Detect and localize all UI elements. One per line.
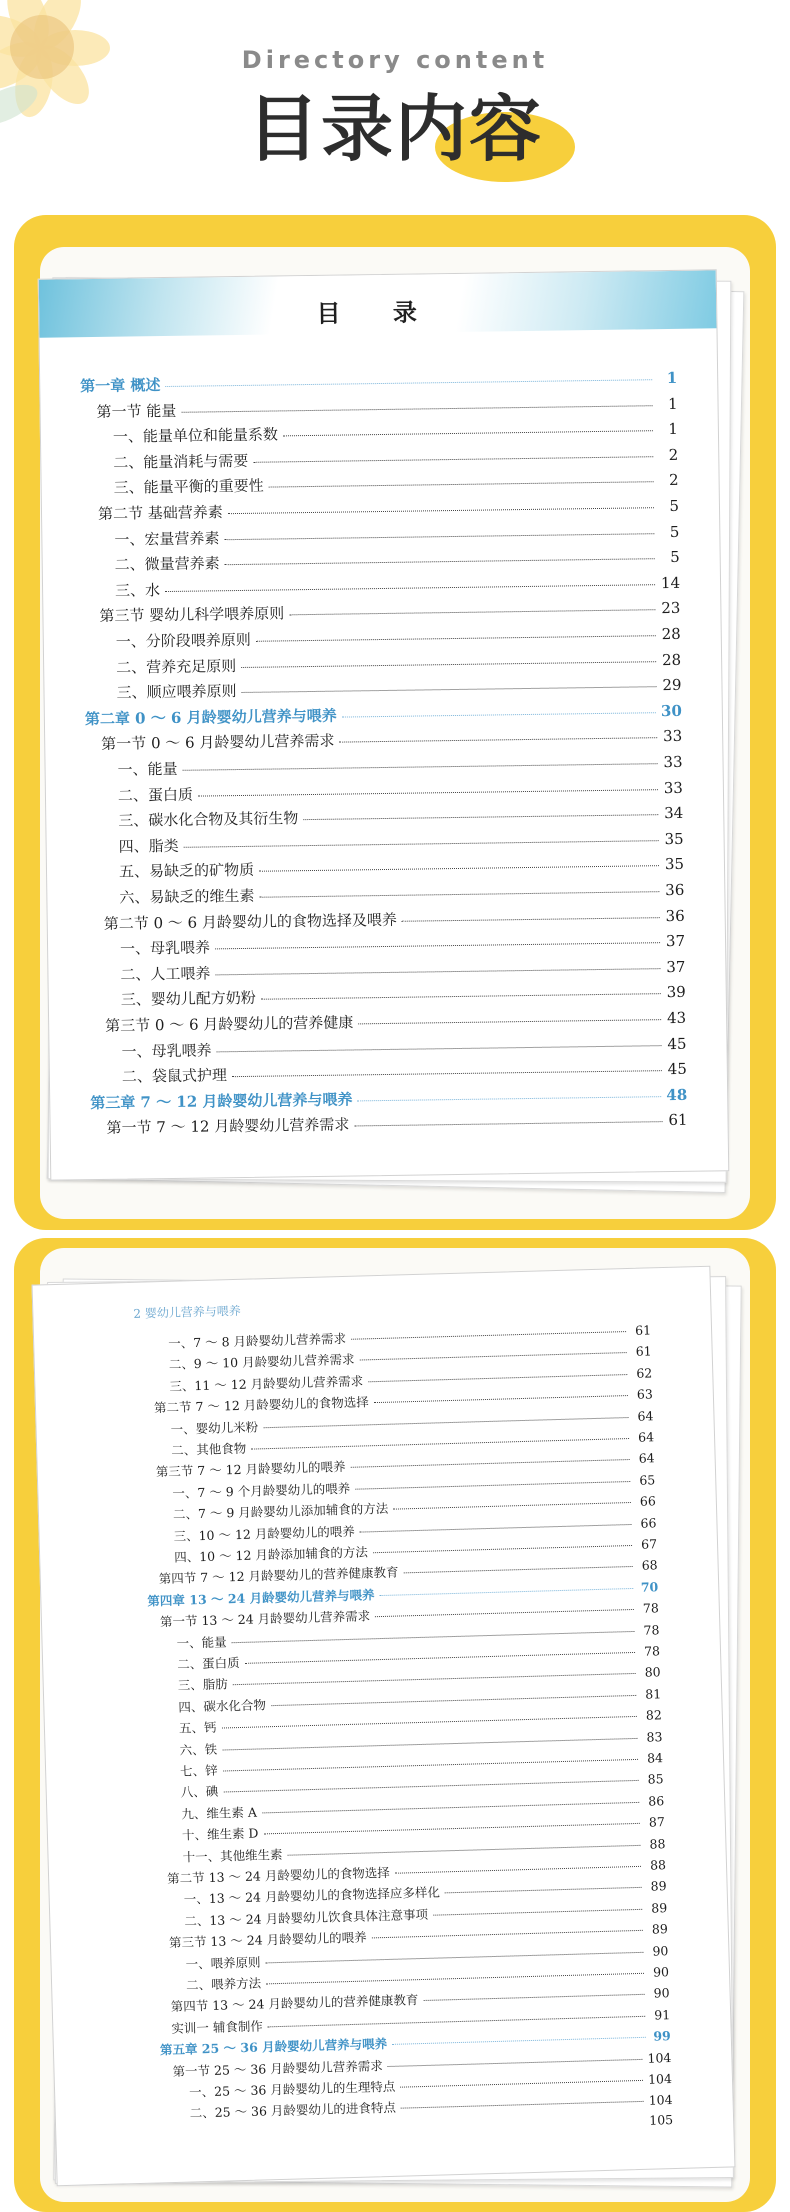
toc-entry-label: 二、微量营养素 xyxy=(114,554,220,574)
toc-entry-label: 三、11 ～ 12 月龄婴幼儿营养需求 xyxy=(169,1373,364,1394)
toc-page-number: 70 xyxy=(640,1579,659,1595)
toc-entry-label: 一、7 ～ 8 月龄婴幼儿营养需求 xyxy=(168,1330,347,1351)
toc-leader-dots xyxy=(360,1524,632,1533)
toc-leader-dots xyxy=(401,2101,644,2109)
toc-page-number: 43 xyxy=(666,1008,687,1028)
toc-leader-dots xyxy=(269,482,654,488)
toc-page-number: 48 xyxy=(666,1085,688,1104)
toc-entry-label: 一、能量单位和能量系数 xyxy=(112,425,279,446)
toc-leader-dots xyxy=(402,917,660,922)
toc-page-number: 89 xyxy=(650,1878,667,1894)
toc-page-number: 28 xyxy=(661,650,682,669)
toc-entry-label: 一、25 ～ 36 月龄婴幼儿的生理特点 xyxy=(188,2078,396,2100)
toc-entry-label: 二、7 ～ 9 月龄婴幼儿添加辅食的方法 xyxy=(172,1500,389,1522)
toc-leader-dots xyxy=(374,1395,628,1403)
toc-page-number: 78 xyxy=(643,1643,661,1659)
toc-leader-dots xyxy=(245,1652,635,1664)
toc-entry-label: 一、宏量营养素 xyxy=(114,528,220,549)
toc-leader-dots xyxy=(253,456,653,463)
toc-entry-label: 一、母乳喂养 xyxy=(121,1041,212,1061)
toc-page-number: 87 xyxy=(648,1814,665,1830)
toc-page-number: 88 xyxy=(649,1857,667,1873)
toc-leader-dots xyxy=(423,1994,644,2001)
toc-page-number: 30 xyxy=(660,701,682,720)
toc-page-number: 99 xyxy=(653,2028,671,2044)
toc-page-number: 64 xyxy=(637,1429,655,1445)
toc-leader-dots xyxy=(224,533,654,540)
toc-leader-dots xyxy=(358,1019,661,1024)
toc-entry-label: 二、能量消耗与需要 xyxy=(113,451,249,472)
toc-page-number: 29 xyxy=(662,676,682,695)
toc-entry-label: 第二节 基础营养素 xyxy=(97,503,223,523)
toc-page-number: 61 xyxy=(668,1111,688,1130)
toc-entry-label: 六、铁 xyxy=(179,1741,218,1758)
toc-leader-dots xyxy=(262,1802,639,1814)
toc-leader-dots xyxy=(261,994,661,1001)
toc-leader-dots xyxy=(233,1673,636,1685)
toc-leader-dots xyxy=(181,405,652,413)
page-header xyxy=(0,0,790,205)
toc-leader-dots xyxy=(223,1759,638,1772)
toc-page-number: 35 xyxy=(664,855,685,874)
toc-leader-dots xyxy=(232,1631,635,1643)
toc-entry-label: 七、锌 xyxy=(179,1762,218,1779)
toc-page-number: 81 xyxy=(645,1686,662,1702)
toc-page-number: 80 xyxy=(644,1664,661,1681)
toc-leader-dots xyxy=(259,891,659,898)
toc-page-number: 33 xyxy=(663,752,683,772)
toc-entry-label: 三、碳水化合物及其衍生物 xyxy=(118,809,299,830)
toc-leader-dots xyxy=(339,738,657,743)
toc-leader-dots xyxy=(268,2016,645,2028)
header-subtitle: Directory content xyxy=(241,46,549,74)
toc-page-number: 1 xyxy=(667,394,678,413)
toc-page-number: 35 xyxy=(664,829,684,848)
toc-entry-label: 二、喂养方法 xyxy=(185,1975,262,1993)
toc-page-number: 45 xyxy=(667,1059,687,1079)
toc-leader-dots xyxy=(215,968,660,975)
toc-page-number: 14 xyxy=(660,573,681,592)
toc-page-number: 82 xyxy=(645,1707,663,1723)
toc-entry-label: 第一章 概述 xyxy=(80,376,161,396)
toc-leader-dots xyxy=(403,1566,632,1573)
toc-page-number: 65 xyxy=(639,1472,656,1488)
toc-entry-label: 第三节 0 ～ 6 月龄婴幼儿的营养健康 xyxy=(105,1013,354,1035)
toc-entry-label: 一、13 ～ 24 月龄婴幼儿的食物选择应多样化 xyxy=(183,1884,441,1908)
toc-entry-label: 一、母乳喂养 xyxy=(119,938,211,958)
toc-entry-label: 八、碘 xyxy=(180,1784,219,1801)
toc-entry-label: 四、碳水化合物 xyxy=(178,1697,267,1715)
toc-page-number: 90 xyxy=(652,1964,670,1980)
toc-page-number: 2 xyxy=(668,471,679,490)
toc-page-number: 91 xyxy=(654,2006,671,2023)
toc-entry-label: 第一节 13 ～ 24 月龄婴幼儿营养需求 xyxy=(159,1608,371,1630)
toc-entry-label: 一、能量 xyxy=(117,759,178,779)
toc-leader-dots xyxy=(373,1545,632,1553)
toc-entry-label: 二、营养充足原则 xyxy=(116,656,237,677)
toc-entry-label: 第二节 7 ～ 12 月龄婴幼儿的食物选择 xyxy=(153,1394,369,1416)
toc-page-number: 61 xyxy=(635,1343,652,1360)
toc-leader-dots xyxy=(288,1844,641,1855)
toc-entry-label: 第一节 0 ～ 6 月龄婴幼儿营养需求 xyxy=(101,732,335,754)
toc-entry-label: 三、脂肪 xyxy=(177,1676,228,1694)
toc-leader-dots xyxy=(289,610,655,616)
toc-page-number: 5 xyxy=(669,522,680,541)
toc-page-number: 88 xyxy=(649,1835,666,1852)
toc-entry-label: 四、脂类 xyxy=(118,836,179,856)
toc-page-number: 104 xyxy=(648,2092,673,2109)
toc-page-number: 1 xyxy=(668,420,679,439)
toc-page-number: 5 xyxy=(670,548,680,567)
toc-page-1 xyxy=(38,269,730,1180)
toc-leader-dots xyxy=(232,1070,662,1077)
toc-page-number: 45 xyxy=(667,1034,687,1053)
toc-leader-dots xyxy=(266,1973,644,1985)
toc-entry-label: 二、9 ～ 10 月龄婴幼儿营养需求 xyxy=(168,1352,355,1373)
toc-page-number: 66 xyxy=(640,1514,657,1531)
toc-entry-label: 五、钙 xyxy=(178,1719,217,1736)
toc-page-2 xyxy=(32,1266,736,2187)
toc-page-number: 89 xyxy=(651,1921,668,1937)
toc-entry-label: 第三章 7 ～ 12 月龄婴幼儿营养与喂养 xyxy=(90,1090,353,1112)
toc-entry-label: 第五章 25 ～ 36 月龄婴幼儿营养与喂养 xyxy=(159,2036,388,2058)
toc-entry-label: 十、维生素 D xyxy=(181,1825,259,1843)
toc-leader-dots xyxy=(165,379,652,387)
toc-leader-dots xyxy=(351,1459,630,1468)
toc-entry-label: 四、10 ～ 12 月龄添加辅食的方法 xyxy=(173,1544,369,1565)
toc-leader-dots xyxy=(222,1716,637,1729)
toc-entry-label: 一、7 ～ 9 个月龄婴幼儿的喂养 xyxy=(172,1480,351,1501)
toc-leader-dots xyxy=(223,1780,638,1793)
toc-page-number: 67 xyxy=(640,1536,658,1552)
toc-page-number: 62 xyxy=(636,1365,653,1381)
toc-entry-label: 三、10 ～ 12 月龄婴幼儿的喂养 xyxy=(173,1523,355,1544)
header-title: 目录内容 xyxy=(246,87,543,171)
toc-leader-dots xyxy=(251,1438,629,1450)
toc-entry-label: 第二章 0 ～ 6 月龄婴幼儿营养与喂养 xyxy=(84,706,337,728)
toc-entry-label: 第一节 25 ～ 36 月龄婴幼儿营养需求 xyxy=(172,2057,383,2079)
toc-entry-label: 三、婴幼儿配方奶粉 xyxy=(120,989,256,1010)
toc-page-number: 36 xyxy=(665,906,685,925)
toc-entry-label: 二、蛋白质 xyxy=(176,1654,240,1672)
toc-entry-label: 一、婴幼儿米粉 xyxy=(170,1418,259,1437)
toc-page-number: 61 xyxy=(634,1322,652,1338)
toc-entry-label: 一、能量 xyxy=(176,1633,227,1651)
toc-leader-dots xyxy=(433,1909,642,1916)
toc-page-number: 66 xyxy=(639,1493,657,1509)
toc-page-number: 78 xyxy=(643,1621,660,1638)
toc-leader-dots xyxy=(242,686,657,693)
toc-leader-dots xyxy=(165,584,655,592)
toc-leader-dots xyxy=(445,1887,642,1893)
toc-entry-label: 二、25 ～ 36 月龄婴幼儿的进食特点 xyxy=(189,2100,397,2121)
toc-entry-label: 第三节 7 ～ 12 月龄婴幼儿的喂养 xyxy=(155,1459,346,1480)
toc-leader-dots xyxy=(354,1122,662,1127)
toc-page-number: 39 xyxy=(666,983,686,1002)
toc-entry-label: 第四章 13 ～ 24 月龄婴幼儿营养与喂养 xyxy=(147,1586,375,1609)
toc-leader-dots xyxy=(393,1502,631,1510)
toc-leader-dots xyxy=(392,2037,646,2045)
toc-entry-label: 三、顺应喂养原则 xyxy=(116,682,237,702)
toc-entry-label: 二、人工喂养 xyxy=(120,964,211,984)
toc-page-number: 85 xyxy=(647,1771,664,1788)
running-head: 2 婴幼儿营养与喂养 xyxy=(133,1303,242,1321)
toc-page-number: 5 xyxy=(669,496,680,515)
toc-entry-label: 二、蛋白质 xyxy=(117,785,194,805)
toc-page-number: 90 xyxy=(652,1942,669,1959)
toc-leader-dots xyxy=(303,814,658,820)
toc-leader-dots xyxy=(368,1374,627,1382)
toc-leader-dots xyxy=(228,507,654,514)
toc-page-number: 86 xyxy=(648,1792,665,1809)
toc-entry-label: 第四节 13 ～ 24 月龄婴幼儿的营养健康教育 xyxy=(170,1992,419,2015)
toc-leader-dots xyxy=(263,1417,628,1428)
toc-leader-dots xyxy=(263,1823,639,1835)
toc-entry-label: 一、分阶段喂养原则 xyxy=(115,630,251,651)
toc-leader-dots xyxy=(357,1096,661,1101)
toc-leader-dots xyxy=(271,1695,636,1706)
toc-leader-dots xyxy=(375,1609,634,1617)
toc-entry-label: 第三节 13 ～ 24 月龄婴幼儿的喂养 xyxy=(168,1929,367,1951)
toc-leader-dots xyxy=(380,1588,634,1596)
toc-page-number: 104 xyxy=(647,2049,672,2066)
toc-leader-dots xyxy=(241,661,656,668)
toc-entry-label: 六、易缺乏的维生素 xyxy=(119,886,255,907)
toc-page-number: 78 xyxy=(642,1600,660,1616)
toc-entry-label: 第一节 7 ～ 12 月龄婴幼儿营养需求 xyxy=(106,1115,350,1138)
toc-leader-dots xyxy=(342,712,656,717)
toc-leader-dots xyxy=(184,840,659,848)
toc-page-number: 37 xyxy=(665,931,686,951)
toc-page-number: 2 xyxy=(668,445,679,464)
toc-page-number: 68 xyxy=(641,1557,658,1574)
toc-page-number: 90 xyxy=(653,1985,670,2001)
toc-entry-label: 五、易缺乏的矿物质 xyxy=(118,861,255,882)
toc-leader-dots xyxy=(400,2080,643,2088)
toc-leader-dots xyxy=(222,1738,637,1751)
toc-page-number: 28 xyxy=(661,624,681,644)
toc-leader-dots xyxy=(256,635,656,642)
toc-leader-dots xyxy=(198,789,658,796)
toc-entry-label: 九、维生素 A xyxy=(181,1804,258,1822)
toc-leader-dots xyxy=(266,1951,644,1963)
toc-entry-label: 第一节 能量 xyxy=(96,401,177,421)
toc-page-number: 37 xyxy=(666,957,686,976)
toc-entry-label: 实训一 辅食制作 xyxy=(171,2018,264,2036)
toc-leader-dots xyxy=(351,1331,626,1340)
toc-entry-label: 三、水 xyxy=(114,580,161,600)
toc-page-number: 1 xyxy=(666,368,678,388)
toc-entry-label: 二、13 ～ 24 月龄婴幼儿饮食具体注意事项 xyxy=(184,1906,429,1929)
toc-leader-dots xyxy=(395,1866,641,1874)
toc-entry-label: 二、袋鼠式护理 xyxy=(121,1066,228,1086)
toc-entry-label: 第二节 13 ～ 24 月龄婴幼儿的食物选择 xyxy=(166,1864,391,1887)
toc-page-number: 64 xyxy=(638,1450,655,1467)
toc-leader-dots xyxy=(217,1045,662,1052)
toc-page-heading: 目 录 xyxy=(316,298,440,328)
toc-page-number: 104 xyxy=(647,2071,673,2087)
toc-entry-label: 十一、其他维生素 xyxy=(182,1846,283,1865)
toc-leader-dots xyxy=(355,1481,630,1490)
toc-page-number: 84 xyxy=(646,1750,664,1766)
toc-page-number: 63 xyxy=(636,1386,654,1402)
toc-leader-dots xyxy=(259,866,659,873)
toc-leader-dots xyxy=(360,1352,627,1360)
toc-page-number: 33 xyxy=(663,778,684,797)
toc-entry-label: 三、能量平衡的重要性 xyxy=(113,477,264,498)
toc-entry-label: 第四节 7 ～ 12 月龄婴幼儿的营养健康教育 xyxy=(158,1564,399,1587)
toc-page-number: 105 xyxy=(649,2111,674,2128)
toc-entry-label: 第三节 婴幼儿科学喂养原则 xyxy=(99,604,285,626)
toc-page-number: 83 xyxy=(646,1728,663,1745)
toc-leader-dots xyxy=(283,430,653,436)
toc-entry-label: 二、其他食物 xyxy=(171,1440,247,1458)
toc-page-number: 34 xyxy=(664,804,684,823)
toc-page-number: 33 xyxy=(662,727,683,746)
toc-leader-dots xyxy=(215,942,660,949)
toc-page-number: 64 xyxy=(637,1407,654,1424)
toc-leader-dots xyxy=(225,558,655,565)
toc-page-number: 23 xyxy=(661,599,681,618)
toc-entry-label: 第二节 0 ～ 6 月龄婴幼儿的食物选择及喂养 xyxy=(103,910,398,933)
toc-leader-dots xyxy=(183,763,658,771)
toc-leader-dots xyxy=(388,2058,643,2066)
toc-entry-label: 一、喂养原则 xyxy=(185,1954,261,1972)
toc-page-number: 36 xyxy=(665,880,685,900)
toc-leader-dots xyxy=(372,1930,643,1939)
toc-page-number: 89 xyxy=(651,1899,668,1916)
